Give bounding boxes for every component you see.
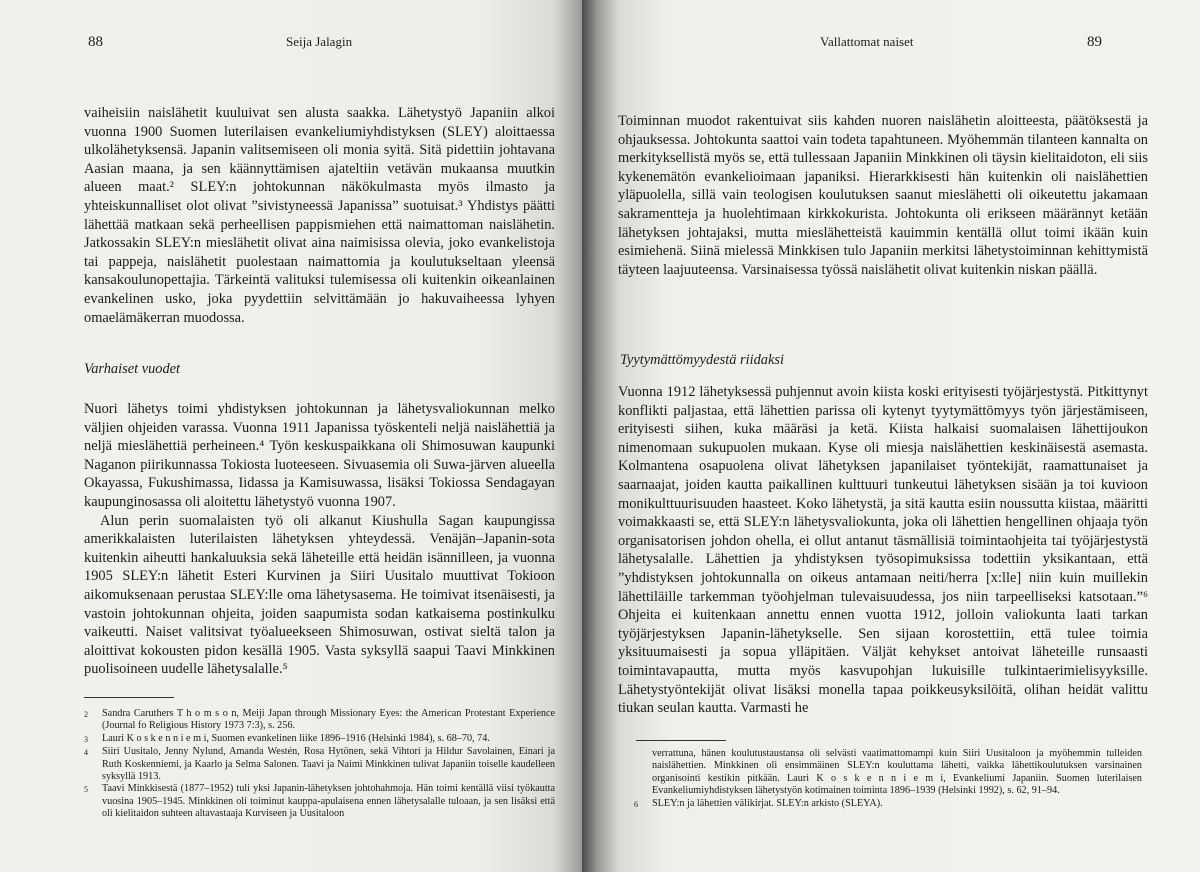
footnote	[84, 733, 555, 746]
left-page-number: 88	[88, 34, 103, 50]
right-running-head: Vallattomat naiset	[820, 34, 914, 49]
footnote-number: 3	[84, 734, 88, 744]
footnote-text: Lauri K o s k e n n i e m i, Suomen evankelinen liike 1896–1916 (Helsinki 1984), s. 68–70, 74.	[102, 732, 490, 744]
footnote	[84, 746, 555, 783]
left-paragraph-1	[84, 104, 555, 327]
footnote-text: verrattuna, hänen koulutustaustansa oli selvästi vaatimattomampi kuin Siiri Uusitaloon ja myöhemmin tulleiden naislähettien. Minkkinen oli ensimmäinen SLEY:n kouluttama lähetti, vaikka lähettikoulutuksen varsinainen organisointi kestikin pitkään. Lauri K o s k e n n i e m i, Evankeliumi Japaniin. Suomen luterilaisen Evankeliumiyhdistyksen lähetystyön kotimainen toiminta 1896–1939 (Helsinki 1992), s. 62, 91–94.	[652, 748, 1142, 797]
footnote-number: 2	[84, 710, 88, 719]
body-paragraph: Alun perin suomalaisten työ oli alkanut Kiushulla Sagan kaupungissa amerikkalaisten luterilaisten lähetyksen yhteydessä. Venäjän–Japanin-sota kuitenkin aiheutti hankaluuksia sekä läheteille että heidän isännilleen, ja vuonna 1905 SLEY:n lähetit Esteri Kurvinen ja Siiri Uusitalo muuttivat Tokioon aikomuksenaan perustaa SLEY:lle oma lähetysasema. He toimivat itsenäisesti, ja vastoin johtokunnan ohjeita, joiden saapumista sodan katkaisema postinkulku vaikeutti. Naiset valitsivat työalueekseen Shimosuwan, ostivat sieltä talon ja aloittivat kokousten pidon kesällä 1905. Vasta syksyllä saapui Taavi Minkkinen puolisoineen uudelle lähetysalalle.⁵	[84, 512, 555, 678]
body-paragraph: Vuonna 1912 lähetyksessä puhjennut avoin kiista koski erityisesti työjärjestystä. Pitkittynyt konflikti paljastaa, että lähettien parissa oli kytenyt tyytymättömyys työn järjestämiseen, erityisesti siihen, kuka määräsi ja ketä. Kiista halkaisi suomalaisen lähettijoukon nimenomaan sukupuolen mukaan. Kyse oli miesja naislähettien keskinäisestä asemasta. Kolmantena osapuolena olivat lähetyksen japanilaiset työntekijät, raamattunaiset ja saarnaajat, joiden kautta paikallinen kulttuuri tunkeutui lähetyksen sisään ja toi kuvioon monikulttuurisuuden haasteet. Koko lähetystä, ja sitä kautta esiin noussutta kiistaa, määritti voimakkaasti se, että SLEY:n lähetysvaliokunta, joka oli lähettien hengellinen ohjaaja työn organisatorisen johdon ohella, ei ollut antanut täsmällisiä toimintaohjeita tai työjärjestystä lähetysalalle. Lähettien ja yhdistyksen työsopimuksissa todettiin yksikantaan, että ”yhdistyksen johtokunnalla on oikeus antamaan neiti/herra [x:lle] niin kuin muillekin lähettiläille tarkemman työohjelman tulevaisuudessa, jos niin tarpeelliseksi katsotaan.”⁶ Ohjeita ei kuitenkaan annettu ennen vuotta 1912, jolloin valiokunta laati tarkan työjärjestyksen Japanin-lähetykselle. Sen sijaan korostettiin, että tulee toimia yksituumaisesti ja sopua ylläpitäen. Väljät kehykset antoivat läheteille runsaasti toimintavapautta, mutta myös kasvupohjan lukuisille tulkintaerimielisyyksille. Lähetystyöntekijät olivat lisäksi monella tapaa poikkeusyksilöitä, olihan heidät valittu tiukan seulan kautta. Varmasti he	[618, 384, 1148, 717]
footnote-rule	[636, 740, 726, 741]
footnote	[634, 748, 1142, 798]
footnote-number: 6	[634, 799, 638, 809]
left-body-continued	[84, 400, 555, 679]
right-paragraph-1	[618, 112, 1148, 279]
body-paragraph: Nuori lähetys toimi yhdistyksen johtokunnan ja lähetysvaliokunnan melko väljien ohjeiden varassa. Vuonna 1911 Japanissa työskenteli neljä naislähettiä ja neljä mieslähettiä perheineen.⁴ Työn keskuspaikkana oli Shimosuwan kaupunki Naganon piirikunnassa Tokiosta luoteeseen. Sivuasemia oli Suwa-järven alueella Okayassa, Fukushimassa, Iidassa ja Kamisuwassa, lisäksi Tokiossa Sendagayan kaupunginosassa oli aloitettu lähetystyö vuonna 1907.	[84, 401, 555, 510]
right-section-heading: Tyytymättömyydestä riidaksi	[620, 352, 784, 368]
footnote-number: 5	[84, 785, 88, 795]
footnote-text: Taavi Minkkisestä (1877–1952) tuli yksi Japanin-lähetyksen johtohahmoja. Hän toimi kentällä viisi työkautta vuosina 1905–1945. Minkkinen oli toiminut kauppa-apulaisena ennen lähetysalalle tuloaan, ja sen lisäksi että oli kielitaidon suhteen altavastaaja Kurviseen ja Uusitaloon	[102, 783, 555, 820]
right-page-number: 89	[1087, 34, 1102, 50]
body-paragraph: Toiminnan muodot rakentuivat siis kahden nuoren naislähetin aloitteesta, päätöksestä ja ohjauksessa. Johtokunta saattoi vain todeta tapahtuneen. Myöhemmän tilanteen kannalta on merkityksellistä myös se, että tullessaan Japaniin Minkkinen oli täysin kielitaidoton, eli siis kykenemätön evankelioimaan japaniksi. Hierarkkisesti hän kuitenkin oli naislähettien yläpuolella, sillä vain teologisen koulutuksen saanut mieslähetti oli oikeutettu jakamaan sakramentteja ja huolehtimaan kirkkokurista. Johtokunta oli erikseen määrännyt ketään lähetyksen johtajaksi, mutta mieslähetteistä kauimmin kentällä ollut toimi ikään kuin esimiehenä. Siinä mielessä Minkkisen tulo Japaniin merkitsi lähetystoiminnan kehittymistä täyteen laajuuteensa. Varsinaisessa työssä naislähetit olivat kuitenkin niskan päällä.	[618, 113, 1148, 278]
body-paragraph: vaiheisiin naislähetit kuuluivat sen alusta saakka. Lähetystyö Japaniin alkoi vuonna 1900 Suomen luterilaisen evankeliumiyhdistyksen (SLEY) aloittaessa ulkolähetyksensä. Japanin valitsemiseen oli monia syitä. Sitä pidettiin johtavana Aasian maana, ja sen käännyttämisen ajateltiin vetävän mukaansa muutkin alueen maat.² SLEY:n johtokunnan näkökulmasta myös ilmasto ja yhteiskunnalliset olot olivat ”sivistyneessä Japanissa” suotuisat.³ Yhdistys päätti lähettää matkaan sekä perheellisen pappismiehen että naimattoman naislähetin. Jatkossakin SLEY:n mieslähetit olivat aina naimisissa olevia, joko evankelistoja tai pappeja, naislähetit puolestaan naimattomia ja koulutukseltaan yleensä kansakoulunopettajia. Tärkeintä valituksi tulemisessa oli kuitenkin oikeanlainen evankelinen usko, joka pyydettiin selvittämään jo hakuvaiheessa lyhyen omaelämäkerran muodossa.	[84, 105, 555, 326]
left-running-head: Seija Jalagin	[286, 34, 353, 49]
right-footnotes	[634, 748, 1142, 811]
footnote-number: 4	[84, 748, 88, 758]
left-footnotes	[84, 708, 555, 821]
left-page	[0, 0, 582, 872]
footnote-number	[634, 748, 652, 798]
footnote-rule	[84, 697, 174, 698]
footnote-text: Siiri Uusitalo, Jenny Nylund, Amanda Westén, Rosa Hytönen, sekä Vihtori ja Hildur Savolainen, Einari ja Ruth Koskenniemi, ja Kaarlo ja Selma Salonen. Taavi ja Naimi Minkkinen tulivat Japaniin toiselle kaudelleen syksyllä 1913.	[102, 746, 555, 783]
footnote-text: SLEY:n ja lähettien välikirjat. SLEY:n arkisto (SLEYA).	[652, 797, 883, 809]
right-page	[582, 0, 1200, 872]
footnote	[84, 783, 555, 820]
footnote	[634, 798, 1142, 811]
right-paragraph-2	[618, 383, 1148, 718]
left-section-heading: Varhaiset vuodet	[84, 361, 181, 377]
footnote	[84, 708, 555, 733]
footnote-text: Sandra Caruthers T h o m s o n, Meiji Japan through Missionary Eyes: the American Protestant Experience (Journal fo Religious History 1973 7:3), s. 256.	[102, 708, 555, 732]
